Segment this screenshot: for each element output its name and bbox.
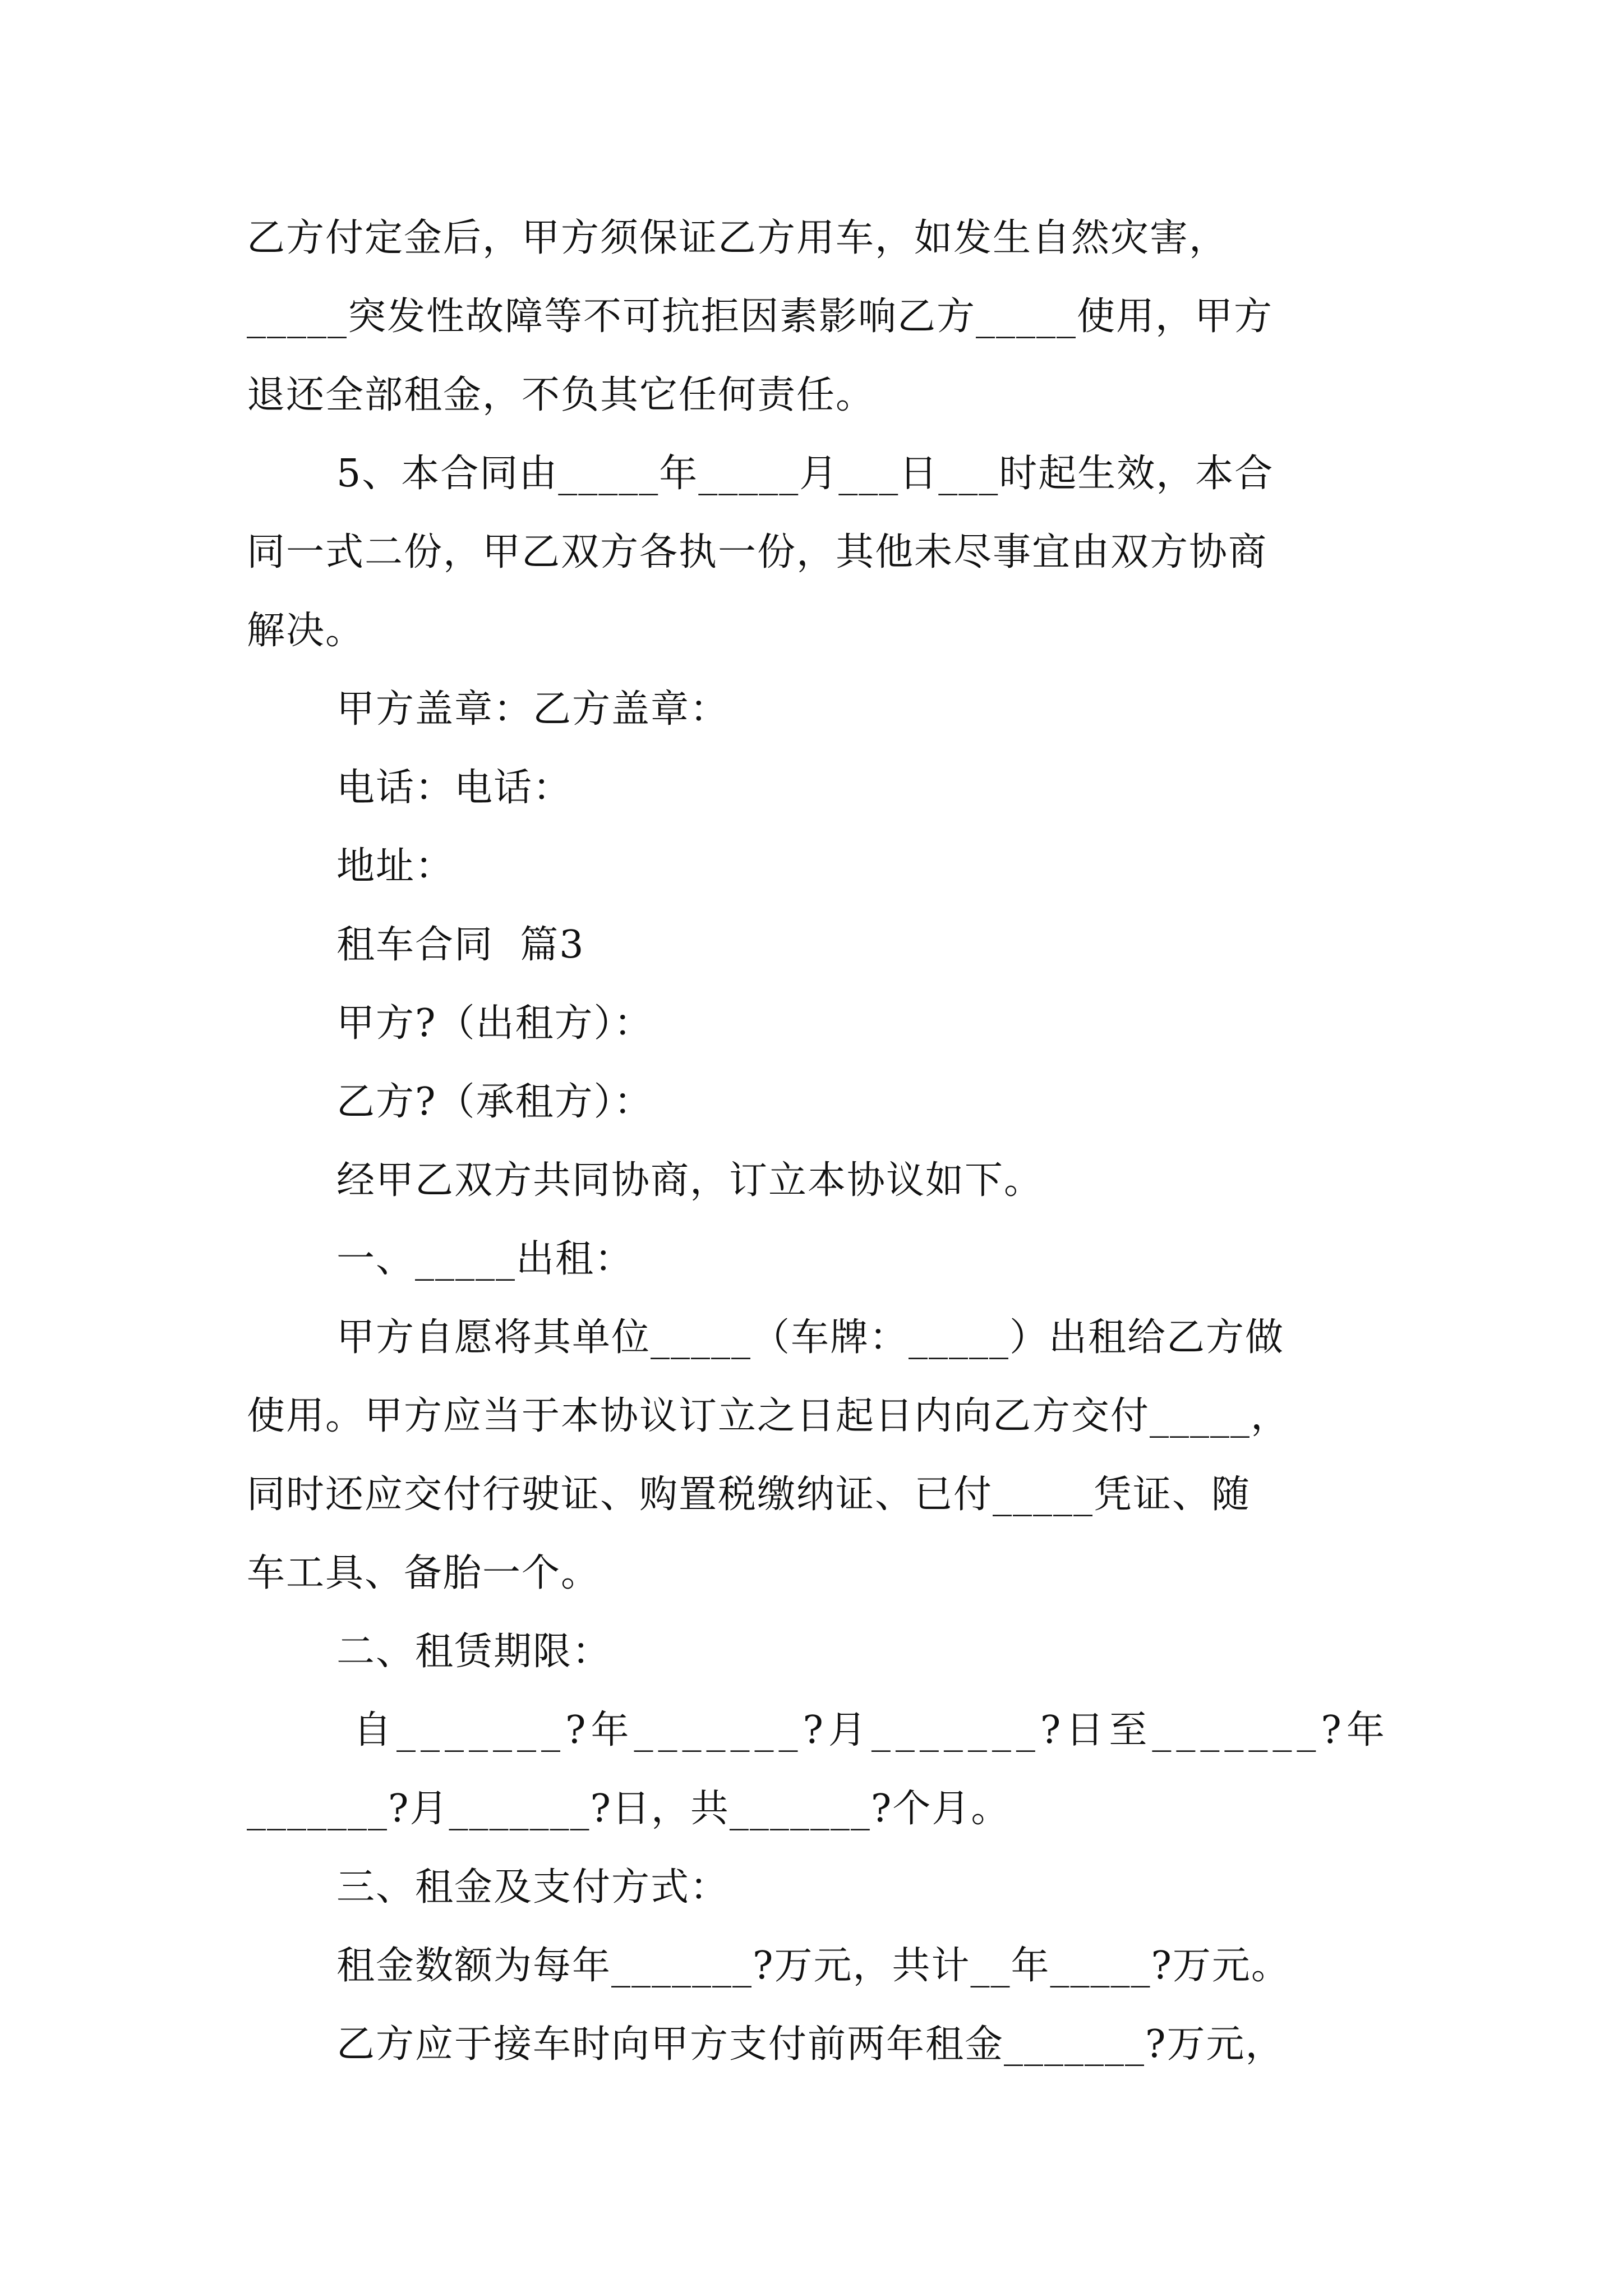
text-line-3: 退还全部租金，不负其它任何责任。 [247, 373, 875, 417]
text-line-15: 甲方自愿将其单位_____（车牌：_____）出租给乙方做 [336, 1315, 1285, 1360]
text-line-1: 乙方付定金后，甲方须保证乙方用车，如发生自然灾害， [247, 216, 1229, 260]
text-line-16: 使用。甲方应当于本协议订立之日起日内向乙方交付_____， [247, 1394, 1290, 1438]
text-line-13: 经甲乙双方共同协商，订立本协议如下。 [336, 1158, 1044, 1203]
text-line-7: 甲方盖章：乙方盖章： [336, 687, 730, 731]
text-line-19: 二、租赁期限： [336, 1630, 612, 1674]
text-line-21: _______?月_______?日，共_______?个月。 [247, 1787, 1011, 1831]
text-line-18: 车工具、备胎一个。 [247, 1551, 601, 1595]
text-line-2: _____突发性故障等不可抗拒因素影响乙方_____使用，甲方 [247, 295, 1274, 339]
text-line-20: 自_______?年_______?月_______?日至_______?年 [353, 1708, 1390, 1752]
text-line-11: 甲方?（出租方）： [336, 1001, 653, 1046]
text-line-24: 乙方应于接车时向甲方支付前两年租金_______?万元， [336, 2022, 1285, 2067]
section-heading: 租车合同 篇3 [336, 923, 585, 967]
text-line-6: 解决。 [247, 609, 365, 653]
text-line-17: 同时还应交付行驶证、购置税缴纳证、已付_____凭证、随 [247, 1473, 1251, 1517]
text-line-8: 电话：电话： [336, 766, 573, 810]
text-line-22: 三、租金及支付方式： [336, 1865, 730, 1910]
text-line-5: 同一式二份，甲乙双方各执一份，其他未尽事宜由双方协商 [247, 530, 1268, 574]
text-line-14: 一、_____出租： [336, 1237, 634, 1281]
text-line-23: 租金数额为每年_______?万元，共计__年_____?万元。 [336, 1944, 1290, 1988]
text-line-12: 乙方?（承租方）： [336, 1080, 653, 1124]
text-line-9: 地址： [336, 844, 455, 889]
text-line-4: 5、本合同由_____年_____月___日___时起生效，本合 [336, 452, 1274, 496]
